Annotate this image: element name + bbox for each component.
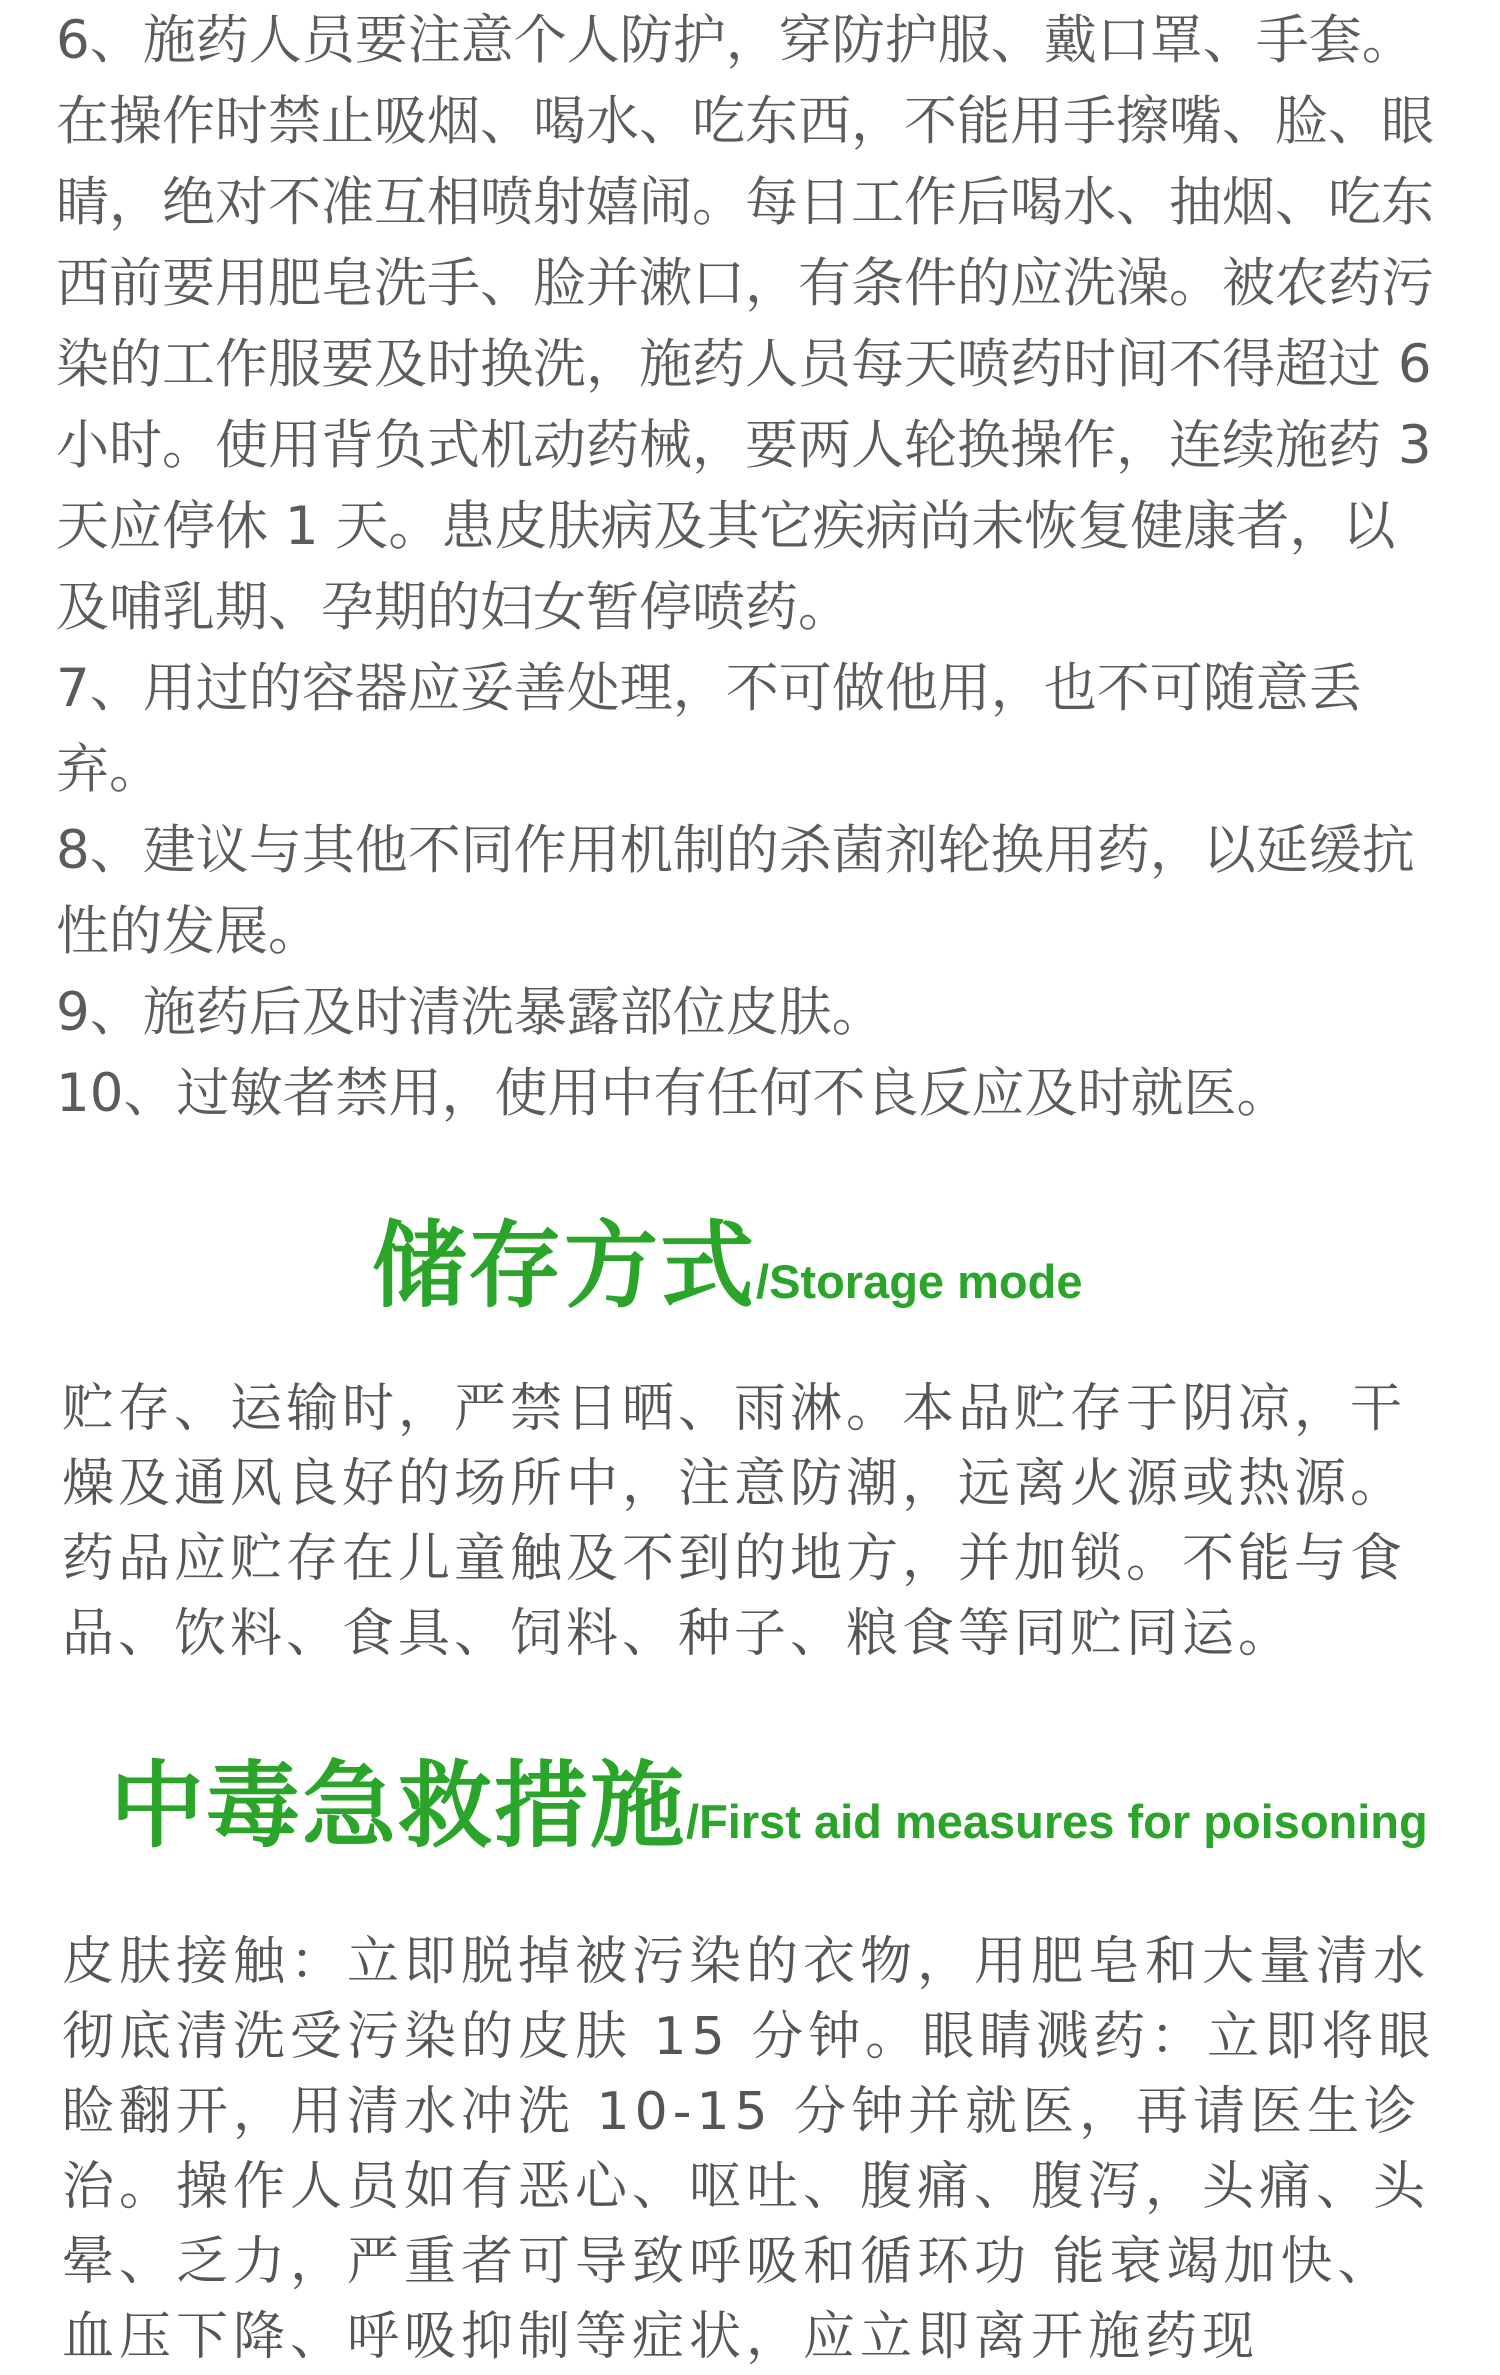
first-aid-heading	[110, 1730, 1428, 1865]
precaution-item-7: 7、用过的容器应妥善处理，不可做他用，也不可随意丢弃。	[56, 658, 1362, 800]
storage-heading	[372, 1190, 1082, 1325]
precaution-item-9: 9、施药后及时清洗暴露部位皮肤。	[56, 982, 885, 1043]
precaution-item-8: 8、建议与其他不同作用机制的杀菌剂轮换用药，以延缓抗性的发展。	[56, 820, 1415, 962]
storage-text: 贮存、运输时，严禁日晒、雨淋。本品贮存于阴凉，干燥及通风良好的场所中，注意防潮，远离火源或热源。药品应贮存在儿童触及不到的地方，并加锁。不能与食品、饮料、食具、饲料、种子、粮食等同贮同运。	[62, 1379, 1407, 1664]
first-aid-heading-en: /First aid measures for poisoning	[686, 1795, 1428, 1848]
storage-heading-en: /Storage mode	[756, 1255, 1083, 1308]
precaution-item-10: 10、过敏者禁用，使用中有任何不良反应及时就医。	[56, 1063, 1290, 1124]
precaution-item-6: 6、施药人员要注意个人防护，穿防护服、戴口罩、手套。在操作时禁止吸烟、喝水、吃东西，不能用手擦嘴、脸、眼睛，绝对不准互相喷射嬉闹。每日工作后喝水、抽烟、吃东西前要用肥皂洗手、脸并漱口，有条件的应洗澡。被农药污染的工作服要及时换洗，施药人员每天喷药时间不得超过 6 小时。使用背负式机动药械，要两人轮换操作，连续施药 3 天应停休 1 天。患皮肤病及其它疾病尚未恢复健康者，以及哺乳期、孕期的妇女暂停喷药。	[56, 10, 1449, 638]
first-aid-heading-zh: 中毒急救措施	[110, 1752, 687, 1861]
storage-heading-zh: 储存方式	[372, 1212, 757, 1321]
first-aid-text: 皮肤接触：立即脱掉被污染的衣物，用肥皂和大量清水彻底清洗受污染的皮肤 15 分钟。眼睛溅药：立即将眼睑翻开，用清水冲洗 10-15 分钟并就医，再请医生诊治。操作人员如有恶心、呕吐、腹痛、腹泻，头痛、头晕、乏力，严重者可导致呼吸和循环功 能衰竭加快、血压下降、呼吸抑制等症状，应立即离开施药现	[62, 1932, 1436, 2367]
